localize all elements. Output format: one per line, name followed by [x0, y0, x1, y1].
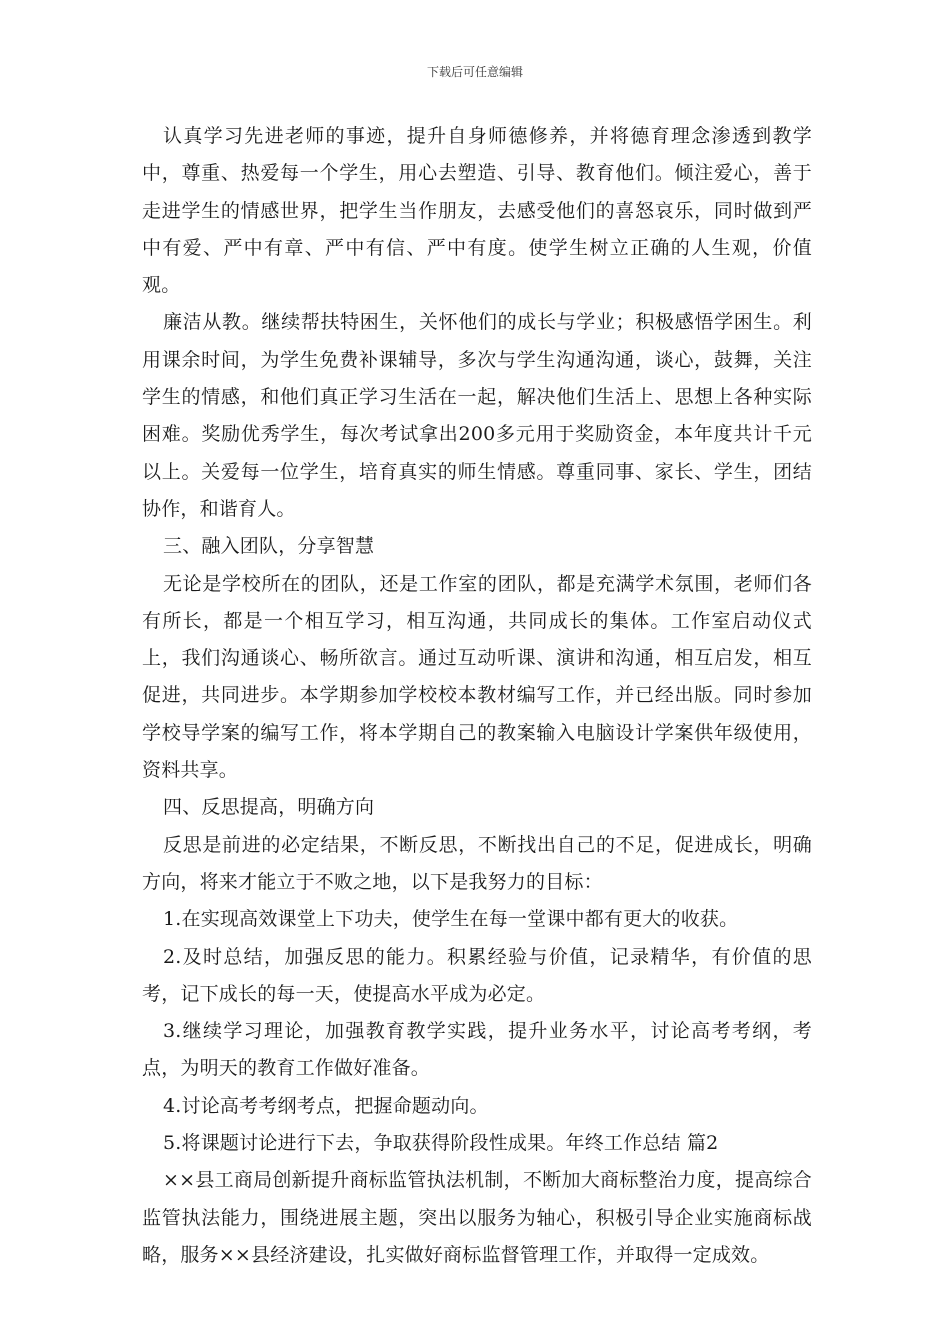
paragraph-trademark: ××县工商局创新提升商标监管执法机制，不断加大商标整治力度，提高综合监管执法能力，围绕进展主题，突出以服务为轴心，积极引导企业实施商标战略，服务××县经济建设，扎实做好商标监督管理工作，并取得一定成效。	[142, 1169, 812, 1266]
goal-item-3: 3.继续学习理论，加强教育教学实践，提升业务水平，讨论高考考纲，考点，为明天的教育工作做好准备。	[142, 1020, 812, 1080]
paragraph-reflection: 反思是前进的必定结果，不断反思，不断找出自己的不足，促进成长，明确方向，将来才能立于不败之地，以下是我努力的目标：	[142, 833, 812, 893]
goal-item-4: 4.讨论高考考纲考点，把握命题动向。	[163, 1094, 489, 1117]
section-heading-reflection: 四、反思提高，明确方向	[163, 796, 375, 819]
page-header-note: 下载后可任意编辑	[426, 65, 523, 79]
goal-item-1: 1.在实现高效课堂上下功夫，使学生在每一堂课中都有更大的收获。	[163, 908, 739, 931]
goal-item-2: 2.及时总结，加强反思的能力。积累经验与价值，记录精华，有价值的思考，记下成长的每一天，使提高水平成为必定。	[142, 945, 812, 1005]
section-heading-team: 三、融入团队，分享智慧	[163, 535, 375, 558]
paragraph-teacher-ethics: 认真学习先进老师的事迹，提升自身师德修养，并将德育理念渗透到教学中，尊重、热爱每一个学生，用心去塑造、引导、教育他们。倾注爱心，善于走进学生的情感世界，把学生当作朋友，去感受他们的喜怒哀乐，同时做到严中有爱、严中有章、严中有信、严中有度。使学生树立正确的人生观，价值观。	[142, 125, 812, 297]
paragraph-clean-teaching: 廉洁从教。继续帮扶特困生，关怀他们的成长与学业；积极感悟学困生。利用课余时间，为学生免费补课辅导，多次与学生沟通沟通，谈心，鼓舞，关注学生的情感，和他们真正学习生活在一起，解决他们生活上、思想上各种实际困难。奖励优秀学生，每次考试拿出200多元用于奖励资金，本年度共计千元以上。关爱每一位学生，培育真实的师生情感。尊重同事、家长、学生，团结协作，和谐育人。	[142, 311, 812, 520]
paragraph-team: 无论是学校所在的团队，还是工作室的团队，都是充满学术氛围，老师们各有所长，都是一个相互学习，相互沟通，共同成长的集体。工作室启动仪式上，我们沟通谈心、畅所欲言。通过互动听课、演讲和沟通，相互启发，相互促进，共同进步。本学期参加学校校本教材编写工作，并已经出版。同时参加学校导学案的编写工作，将本学期自己的教案输入电脑设计学案供年级使用，资料共享。	[142, 572, 812, 782]
goal-item-5: 5.将课题讨论进行下去，争取获得阶段性成果。年终工作总结 篇2	[163, 1132, 719, 1155]
document-body	[142, 118, 812, 1274]
